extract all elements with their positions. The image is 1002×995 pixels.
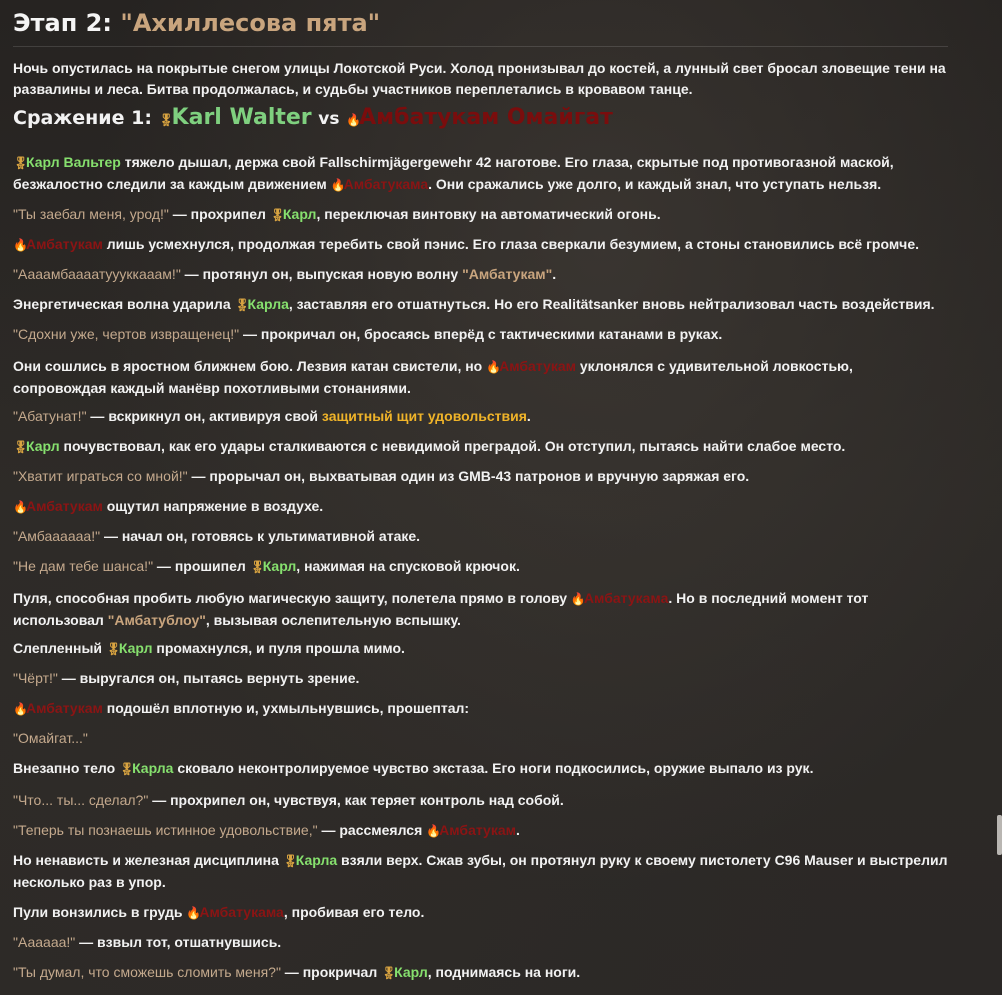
medal-icon: 🎖 (13, 440, 29, 454)
quoted-name: "Амбатукам" (462, 266, 553, 282)
narration-text: Внезапно тело (13, 760, 120, 776)
narration-text: ощутил напряжение в воздухе. (102, 498, 324, 514)
story-paragraph (13, 668, 948, 689)
story-paragraph (13, 466, 948, 487)
story-paragraph (13, 556, 948, 578)
narration-text: , нажимая на спусковой крючок. (296, 558, 520, 574)
narration-text: — выругался он, пытаясь вернуть зрение. (57, 670, 360, 686)
quote-text: "Амбаааааа!" (13, 528, 101, 544)
narration-text: , пробивая его тело. (283, 904, 425, 920)
narration-text: — прошипел (153, 558, 250, 574)
story-paragraph (13, 356, 948, 399)
fighter2-mention: Амбатукама (583, 590, 669, 606)
narration-text: — прохрипел (168, 206, 270, 222)
quote-text: "Аааааа!" (13, 934, 76, 950)
narration-text: уклонялся с удивительной ловкостью, сопровождая каждый манёвр похотливыми стонаниями. (13, 358, 853, 396)
medal-icon: 🎖 (158, 113, 174, 127)
narration-text: — прокричал (280, 964, 382, 980)
story-paragraph (13, 234, 948, 256)
fire-icon: 🔥 (486, 360, 502, 374)
narration-text: сковало неконтролируемое чувство экстаза. Его ноги подкосились, оружие выпало из рук. (173, 760, 814, 776)
narration-text: . (516, 822, 520, 838)
narration-text: Пули вонзились в грудь (13, 904, 187, 920)
story-paragraph (13, 962, 948, 984)
narration-text: Они сошлись в яростном ближнем бою. Лезвия катан свистели, но (13, 358, 487, 374)
fighter1-mention: Карл (394, 964, 428, 980)
narration-text: — взвыл тот, отшатнувшись. (75, 934, 282, 950)
story-paragraph (13, 588, 948, 631)
fire-icon: 🔥 (13, 702, 28, 716)
quote-text: "Теперь ты познаешь истинное удовольствие," (13, 822, 318, 838)
story-paragraph (13, 728, 948, 749)
fire-icon: 🔥 (186, 906, 202, 920)
fighter1-mention: Карла (247, 296, 289, 312)
quote-text: "Хватит играться со мной!" (13, 468, 188, 484)
narration-text: . (526, 408, 531, 424)
narration-text: . Они сражались уже долго, и каждый знал, что уступать нельзя. (428, 176, 882, 192)
fighter1-mention: Карл (26, 438, 60, 454)
narration-text: лишь усмехнулся, продолжая теребить свой пэнис. Его глаза сверкали безумием, а стоны становились всё громче. (102, 236, 919, 252)
story-paragraph (13, 204, 948, 226)
story-paragraph (13, 850, 948, 893)
fighter1-mention: Карл (282, 206, 317, 222)
story-paragraph (13, 264, 948, 285)
narration-text: подошёл вплотную и, ухмыльнувшись, прошептал: (102, 700, 470, 716)
stage-title (13, 8, 948, 47)
story-paragraph (13, 496, 948, 518)
story-paragraph (13, 638, 948, 660)
medal-icon: 🎖 (269, 208, 286, 222)
narration-text: — рассмеялся (317, 822, 427, 838)
quote-text: "Что... ты... сделал?" (13, 792, 149, 808)
medal-icon: 🎖 (249, 560, 265, 574)
narration-text: почувствовал, как его удары сталкиваются с невидимой преградой. Он отступил, пытаясь найти слабое место. (59, 438, 846, 454)
narration-text: тяжело дышал, держа свой Fallschirmjägergewehr 42 наготове. Его глаза, скрытые под противогазной маской, безжалостно следили за каждым движением (13, 154, 894, 192)
narration-text: Но ненависть и железная дисциплина (13, 852, 283, 868)
fighter1-name: Karl Walter (171, 105, 312, 130)
fire-icon: 🔥 (426, 824, 442, 838)
fighter2-mention: Амбатукам (499, 358, 576, 374)
medal-icon: 🎖 (105, 642, 122, 656)
narration-text: , поднимаясь на ноги. (427, 964, 581, 980)
battle-label: Сражение 1: (13, 107, 152, 129)
narration-text: Слепленный (13, 640, 106, 656)
quote-text: "Ты думал, что сможешь сломить меня?" (13, 964, 281, 980)
narration-text: . Но в последний момент тот использовал (13, 590, 869, 628)
medal-icon: 🎖 (119, 762, 135, 776)
quote-text: "Сдохни уже, чертов извращенец!" (13, 326, 240, 342)
quote-text: "Абатунат!" (13, 408, 87, 424)
story-paragraph (13, 820, 948, 842)
narration-text: — начал он, готовясь к ультимативной атаке. (100, 528, 421, 544)
story-paragraph (13, 758, 948, 780)
fighter2-name: Амбатукам Омайгат (359, 105, 613, 130)
quote-text: "Аааамбаааатуууккааам!" (13, 266, 181, 282)
story-paragraph (13, 406, 948, 427)
fire-icon: 🔥 (13, 238, 28, 252)
narration-text: — вскрикнул он, активируя свой (86, 408, 322, 424)
fire-icon: 🔥 (570, 592, 586, 606)
battle-heading (13, 101, 948, 135)
fighter2-mention: Амбатукам (26, 498, 103, 514)
narration-text: — прокричал он, бросаясь вперёд с тактическими катанами в руках. (239, 326, 723, 342)
story-paragraph (13, 294, 948, 316)
narration-text: , заставляя его отшатнуться. Но его Realitätsanker вновь нейтрализовал часть воздействия. (288, 296, 935, 312)
quote-text: "Не дам тебе шанса!" (13, 558, 154, 574)
story-paragraph (13, 152, 948, 196)
quote-text: "Чёрт!" (13, 670, 58, 686)
narration-text: взяли верх. Сжав зубы, он протянул руку к своему пистолету C96 Mauser и выстрелил несколько раз в упор. (13, 852, 948, 890)
fire-icon: 🔥 (330, 178, 346, 192)
medal-icon: 🎖 (381, 966, 397, 980)
narration-text: Пуля, способная пробить любую магическую защиту, полетела прямо в голову (13, 590, 571, 606)
medal-icon: 🎖 (234, 298, 250, 312)
story-content (13, 0, 948, 980)
fighter1-mention: Карла (295, 852, 338, 868)
intro-paragraph: Ночь опустилась на покрытые снегом улицы Локотской Руси. Холод пронизывал до костей, а лунный свет бросал зловещие тени на развалины и леса. Битва продолжалась, и судьбы участников переплетались в кровавом танце. (13, 60, 946, 97)
scrollbar-thumb[interactable] (997, 815, 1002, 855)
vs-label: vs (318, 109, 340, 129)
fighter1-mention: Карл Вальтер (26, 154, 121, 170)
narration-text: , переключая винтовку на автоматический огонь. (316, 206, 661, 222)
narration-text: — протянул он, выпуская новую волну (180, 266, 463, 282)
narration-text: — прорычал он, выхватывая один из GMB-43 патронов и вручную заряжая его. (187, 468, 750, 484)
fighter1-mention: Карл (262, 558, 297, 574)
medal-icon: 🎖 (13, 156, 29, 170)
story-paragraph (13, 526, 948, 547)
medal-icon: 🎖 (282, 854, 298, 868)
story-paragraph (13, 790, 948, 811)
narration-text: , вызывая ослепительную вспышку. (205, 612, 461, 628)
story-paragraph (13, 902, 948, 924)
narration-text: промахнулся, и пуля прошла мимо. (152, 640, 405, 656)
narration-text: — прохрипел он, чувствуя, как теряет контроль над собой. (148, 792, 564, 808)
quote-text: "Ты заебал меня, урод!" (13, 206, 169, 222)
fighter2-mention: Амбатукама (343, 176, 429, 192)
fighter2-mention: Амбатукам (439, 822, 516, 838)
story-paragraph (13, 436, 948, 458)
fighter2-mention: Амбатукам (26, 236, 103, 252)
stage-name: "Ахиллесова пята" (120, 9, 381, 37)
story-paragraph (13, 324, 948, 345)
fire-icon: 🔥 (346, 113, 362, 127)
fighter1-mention: Карла (132, 760, 174, 776)
ability-name: защитный щит удовольствия (321, 408, 527, 424)
narration-text: . (552, 266, 557, 282)
fighter1-mention: Карл (118, 640, 153, 656)
story-paragraph (13, 932, 948, 953)
fighter2-mention: Амбатукам (26, 700, 103, 716)
fighter2-mention: Амбатукама (199, 904, 284, 920)
quote-text: "Омайгат..." (13, 730, 88, 746)
fire-icon: 🔥 (13, 500, 28, 514)
stage-label: Этап 2: (13, 9, 112, 37)
quoted-name: "Амбатублоу" (107, 612, 206, 628)
story-paragraph (13, 698, 948, 720)
narration-text: Энергетическая волна ударила (13, 296, 235, 312)
